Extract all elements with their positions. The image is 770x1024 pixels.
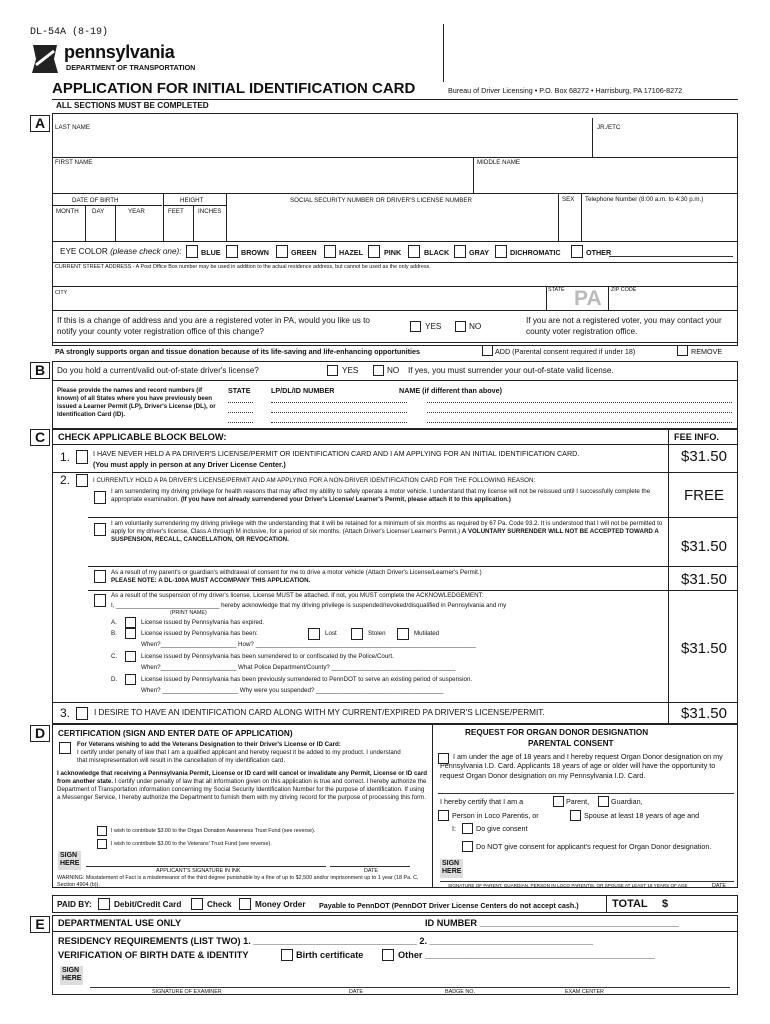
loco-parentis-checkbox[interactable] bbox=[438, 810, 449, 821]
option-2-checkbox[interactable] bbox=[76, 474, 88, 487]
option-2c-text: As a result of my parent's or guardian's withdrawal of consent for me to drive a motor vehicle (Attach Driver's License/Learner's Permit.) PLEASE NOTE: A DL-100A MUST ACCOMPANY THIS APPLICATION. bbox=[111, 569, 482, 585]
first-name-field[interactable] bbox=[55, 168, 470, 190]
parental-consent-text: I am under the age of 18 years and I hereby request Organ Donor designation on my Pennsylvania I.D. Card. Applicants 18 years of age or older will have the opportunity to request Organ Donor designation on my Pennsylvania I.D. Card. bbox=[440, 752, 723, 780]
zip-field[interactable] bbox=[611, 294, 733, 308]
eye-black-checkbox[interactable] bbox=[408, 245, 420, 258]
birth-certificate-checkbox[interactable] bbox=[281, 949, 293, 961]
sub-a-checkbox[interactable] bbox=[125, 617, 136, 628]
exam-center-caption: EXAM CENTER bbox=[565, 989, 604, 995]
eye-blue-label: BLUE bbox=[201, 248, 221, 257]
eye-dichromatic-label: DICHROMATIC bbox=[510, 248, 561, 257]
last-name-label: LAST NAME bbox=[55, 124, 90, 131]
out-of-state-yes-checkbox[interactable] bbox=[327, 365, 338, 376]
form-id: DL-54A (8-19) bbox=[30, 27, 109, 38]
option-1-checkbox[interactable] bbox=[76, 450, 88, 464]
examiner-date-caption: DATE bbox=[349, 989, 363, 995]
total-label: TOTAL bbox=[612, 898, 648, 910]
eye-hazel-checkbox[interactable] bbox=[324, 245, 336, 258]
eye-other-checkbox[interactable] bbox=[571, 245, 583, 258]
telephone-field[interactable] bbox=[584, 208, 734, 238]
middle-name-label: MIDDLE NAME bbox=[477, 159, 520, 166]
voter-no-label: NO bbox=[469, 322, 482, 331]
zip-label: ZIP CODE bbox=[611, 287, 637, 293]
payable-note: Payable to PennDOT (PennDOT Driver License Centers do not accept cash.) bbox=[319, 901, 579, 910]
examiner-signature-caption: SIGNATURE OF EXAMINER bbox=[152, 989, 222, 995]
option-2a-checkbox[interactable] bbox=[94, 491, 106, 504]
examiner-sign-here-tag: SIGN HERE bbox=[60, 966, 83, 985]
applicant-signature-caption: APPLICANT'S SIGNATURE IN INK bbox=[156, 868, 241, 874]
sex-label: SEX bbox=[562, 196, 575, 203]
birth-certificate-label: Birth certificate bbox=[296, 950, 364, 960]
acknowledgement-text: I acknowledge that receiving a Pennsylvania Permit, License or ID card will cancel or invalidate any Permit, License or ID card from another state. I certify under penalty of law that all information given on this application is true and correct. I hereby authorize the Department of Transportation information concerning my Social Security Identification Number for the purpose of identification. If using a Messenger Service, I hereby authorize the Department to furnish them with my driving record for the purpose of processing this form. bbox=[57, 770, 428, 802]
when-how-line[interactable]: When?______________________ How? ________________________________________________________________ bbox=[141, 641, 476, 648]
option-1-note: (You must apply in person at any Driver License Center.) bbox=[93, 460, 286, 469]
lost-label: Lost bbox=[325, 630, 337, 637]
option-3-number: 3. bbox=[60, 706, 71, 720]
examiner-signature-field[interactable] bbox=[90, 972, 730, 986]
eye-brown-checkbox[interactable] bbox=[226, 245, 238, 258]
eye-other-label: OTHER bbox=[586, 248, 612, 257]
applicant-sign-here-tag: SIGN HERE bbox=[58, 851, 81, 870]
certification-heading: CERTIFICATION (SIGN AND ENTER DATE OF APPLICATION) bbox=[58, 729, 293, 738]
penndot-keystone-logo bbox=[30, 43, 60, 75]
check-checkbox[interactable] bbox=[191, 898, 203, 910]
eye-blue-checkbox[interactable] bbox=[186, 245, 198, 258]
mutilated-checkbox[interactable] bbox=[397, 628, 409, 640]
height-inches-label: INCHES bbox=[198, 208, 222, 215]
form-title: APPLICATION FOR INITIAL IDENTIFICATION CARD bbox=[52, 80, 416, 97]
option-2b-fee: $31.50 bbox=[681, 538, 727, 555]
paid-by-label: PAID BY: bbox=[57, 900, 92, 909]
check-block-heading: CHECK APPLICABLE BLOCK BELOW: bbox=[58, 432, 227, 442]
option-2-text: I CURRENTLY HOLD A PA DRIVER'S LICENSE/PERMIT AND AM APPLYING FOR A NON-DRIVER IDENTIFICATION CARD FOR THE FOLLOWING REASON: bbox=[93, 477, 536, 484]
stolen-label: Stolen bbox=[368, 630, 386, 637]
when-police-line[interactable]: When?______________________ What Police Department/County? ____________________________________ bbox=[141, 664, 456, 671]
option-2-number: 2. bbox=[60, 473, 71, 487]
fee-info-heading: FEE INFO. bbox=[674, 432, 719, 442]
parent-sign-here-tag: SIGN HERE bbox=[440, 859, 463, 878]
total-amount-field[interactable] bbox=[672, 897, 734, 911]
not-give-consent-label: Do NOT give consent for applicant's request for Organ Donor designation. bbox=[476, 842, 712, 851]
lost-checkbox[interactable] bbox=[308, 628, 320, 640]
eye-gray-label: GRAY bbox=[469, 248, 490, 257]
option-3-fee: $31.50 bbox=[681, 705, 727, 722]
section-d-letter: D bbox=[30, 725, 50, 742]
eye-pink-label: PINK bbox=[384, 248, 402, 257]
eye-gray-checkbox[interactable] bbox=[454, 245, 466, 258]
col-state-label: STATE bbox=[228, 386, 251, 395]
option-1-fee: $31.50 bbox=[681, 448, 727, 465]
eye-hazel-label: HAZEL bbox=[339, 248, 363, 257]
sub-a-text: License issued by Pennsylvania has expired. bbox=[141, 619, 265, 626]
all-sections-notice: ALL SECTIONS MUST BE COMPLETED bbox=[56, 101, 209, 110]
option-2b-checkbox[interactable] bbox=[94, 523, 106, 536]
dob-label: DATE OF BIRTH bbox=[72, 197, 119, 204]
height-label: HEIGHT bbox=[180, 197, 204, 204]
other-line[interactable]: Other _____________________________________________ bbox=[398, 950, 655, 960]
voter-question: If this is a change of address and you are a registered voter in PA, would you like us to notify your county voter registration office of this change? bbox=[57, 316, 370, 336]
department-name: DEPARTMENT OF TRANSPORTATION bbox=[66, 63, 196, 72]
section-b-letter: B bbox=[30, 362, 50, 379]
organ-add-label: ADD (Parental consent required if under 18) bbox=[495, 347, 636, 356]
id-number-line[interactable]: ID NUMBER _______________________________________ bbox=[425, 918, 679, 928]
parent-signature-caption: SIGNATURE OF PARENT, GUARDIAN, PERSON IN LOCO PARENTIS, OR SPOUSE AT LEAST 18 YEARS OF AGE bbox=[448, 883, 688, 888]
option-1-text: I HAVE NEVER HELD A PA DRIVER'S LICENSE/PERMIT OR IDENTIFICATION CARD AND I AM APPLYING FOR AN INITIAL IDENTIFICATION CARD. bbox=[93, 449, 580, 458]
sub-c-text: License issued by Pennsylvania has been surrendered to or confiscated by the Police/Court. bbox=[141, 653, 394, 660]
telephone-label: Telephone Number (8:00 a.m. to 4:30 p.m.) bbox=[585, 196, 704, 203]
residency-requirements-line[interactable]: RESIDENCY REQUIREMENTS (LIST TWO) 1. ________________________________ 2. ________________________________ bbox=[58, 936, 594, 946]
sub-b-text: License issued by Pennsylvania has been: bbox=[141, 630, 258, 637]
out-of-state-question: Do you hold a current/valid out-of-state driver's license? bbox=[57, 366, 259, 375]
state-label: STATE bbox=[548, 287, 565, 293]
height-feet-label: FEET bbox=[168, 208, 184, 215]
total-dollar: $ bbox=[662, 898, 669, 910]
departmental-use-label: DEPARTMENTAL USE ONLY bbox=[58, 918, 182, 928]
applicant-date-caption: DATE bbox=[364, 868, 378, 874]
option-1-number: 1. bbox=[60, 450, 71, 464]
middle-name-field[interactable] bbox=[477, 168, 734, 190]
not-give-consent-checkbox[interactable] bbox=[462, 841, 473, 852]
eye-black-label: BLACK bbox=[424, 248, 450, 257]
sub-c-checkbox[interactable] bbox=[125, 651, 136, 662]
out-of-state-yes-label: YES bbox=[342, 366, 359, 375]
jr-etc-label: JR./ETC bbox=[597, 124, 621, 131]
dob-year-label: YEAR bbox=[128, 208, 145, 215]
sub-d-letter: D. bbox=[111, 676, 118, 683]
parent-checkbox[interactable] bbox=[553, 796, 564, 807]
voter-yes-checkbox[interactable] bbox=[410, 321, 421, 332]
mutilated-label: Mutilated bbox=[414, 630, 440, 637]
organ-remove-label: REMOVE bbox=[691, 347, 723, 356]
sub-c-letter: C. bbox=[111, 653, 118, 660]
spouse-checkbox[interactable] bbox=[570, 810, 581, 821]
badge-caption: BADGE NO. bbox=[445, 989, 475, 995]
bureau-address: Bureau of Driver Licensing • P.O. Box 68272 • Harrisburg, PA 17106-8272 bbox=[448, 86, 683, 95]
voter-no-checkbox[interactable] bbox=[455, 321, 466, 332]
spouse-label: Spouse at least 18 years of age and bbox=[584, 811, 700, 820]
option-2a-fee: FREE bbox=[683, 487, 724, 504]
section-e-letter: E bbox=[30, 916, 50, 933]
parent-date-caption: DATE bbox=[712, 883, 726, 889]
organ-donation-statement: PA strongly supports organ and tissue donation because of its life-saving and life-enhancing opportunities bbox=[55, 347, 420, 356]
option-3-checkbox[interactable] bbox=[76, 707, 88, 720]
city-field[interactable] bbox=[55, 296, 543, 310]
give-consent-checkbox[interactable] bbox=[462, 823, 473, 834]
eye-green-label: GREEN bbox=[291, 248, 317, 257]
sub-b-letter: B. bbox=[111, 630, 117, 637]
section-c-letter: C bbox=[30, 429, 50, 446]
sub-d-checkbox[interactable] bbox=[125, 674, 136, 685]
print-name-caption: (PRINT NAME) bbox=[170, 610, 207, 616]
acknowledgement-line[interactable]: I, ______________________________ hereby acknowledge that my driving privilege is suspended/revoked/disqualified in Pennsylvania and my bbox=[111, 602, 507, 609]
check-label: Check bbox=[207, 900, 232, 909]
applicant-signature-field[interactable] bbox=[86, 851, 326, 865]
applicant-date-field[interactable] bbox=[330, 851, 410, 865]
col-number-label: LP/DL/ID NUMBER bbox=[271, 386, 335, 395]
dob-day-label: DAY bbox=[92, 208, 105, 215]
eye-color-label: EYE COLOR (please check one): bbox=[60, 247, 182, 256]
certify-label: I hereby certify that I am a bbox=[440, 797, 524, 806]
section-a-letter: A bbox=[30, 115, 50, 132]
option-2c-checkbox[interactable] bbox=[94, 570, 106, 583]
out-of-state-no-label: NO bbox=[387, 366, 400, 375]
ssn-field[interactable] bbox=[229, 208, 555, 238]
eye-dichromatic-checkbox[interactable] bbox=[495, 245, 507, 258]
organ-donor-heading: REQUEST FOR ORGAN DONOR DESIGNATION bbox=[465, 728, 649, 737]
i-label: I: bbox=[452, 824, 456, 833]
previous-states-instructions: Please provide the names and record numbers (if known) of all States where you have previously been issued a Learner Permit (LP), Driver's License (DL), or Identification Card (ID). bbox=[57, 387, 216, 419]
out-of-state-no-checkbox[interactable] bbox=[373, 365, 384, 376]
debit-credit-label: Debit/Credit Card bbox=[114, 900, 182, 909]
loco-parentis-label: Person in Loco Parentis, or bbox=[452, 811, 539, 820]
option-2c-fee: $31.50 bbox=[681, 571, 727, 588]
col-name-label: NAME (if different than above) bbox=[399, 386, 503, 395]
option-2d-fee: $31.50 bbox=[681, 640, 727, 657]
parent-label: Parent, bbox=[566, 797, 590, 806]
give-consent-label: Do give consent bbox=[476, 824, 528, 833]
debit-credit-checkbox[interactable] bbox=[98, 898, 110, 910]
guardian-checkbox[interactable] bbox=[598, 796, 609, 807]
surrender-note: If yes, you must surrender your out-of-state valid license. bbox=[408, 366, 614, 375]
money-order-checkbox[interactable] bbox=[239, 898, 251, 910]
ssn-label: SOCIAL SECURITY NUMBER OR DRIVER'S LICENSE NUMBER bbox=[290, 197, 473, 204]
organ-remove-checkbox[interactable] bbox=[677, 345, 688, 356]
option-2a-text: I am surrendering my driving privilege for health reasons that may affect my ability to safely operate a motor vehicle. I understand that my license will not be reissued until I successfully complete the appropriate examination. (If you have not already surrendered your Driver's License/ Learner's Permit, please attach it to this application.) bbox=[111, 488, 651, 504]
first-name-label: FIRST NAME bbox=[55, 159, 93, 166]
dob-month-label: MONTH bbox=[56, 208, 79, 215]
state-value: PA bbox=[574, 287, 602, 310]
guardian-label: Guardian, bbox=[611, 797, 643, 806]
jr-etc-field[interactable] bbox=[596, 133, 734, 155]
verification-label: VERIFICATION OF BIRTH DATE & IDENTITY bbox=[58, 950, 249, 960]
eye-green-checkbox[interactable] bbox=[276, 245, 288, 258]
other-checkbox[interactable] bbox=[382, 949, 394, 961]
sub-b-checkbox[interactable] bbox=[125, 628, 136, 639]
organ-fund-text: I wish to contribute $3.00 to the Organ Donation Awareness Trust Fund (see reverse). bbox=[111, 828, 316, 834]
misstatement-warning: WARNING: Misstatement of Fact is a misdemeanor of the third degree punishable by a fine of up to $2,500 and/or imprisonment up to 1 year (18 Pa. C, Section 4904 (b)). bbox=[57, 875, 419, 888]
veterans-checkbox[interactable] bbox=[59, 742, 71, 754]
sub-a-letter: A. bbox=[111, 619, 117, 626]
street-address-field[interactable] bbox=[55, 272, 733, 286]
organ-add-checkbox[interactable] bbox=[482, 345, 493, 356]
option-2b-text: I am voluntarily surrendering my driving privilege with the understanding that it will be retained for a minimum of six months as required by 67 Pa. Code 93.2. It is understood that I will not be permitted to apply for my driver's license, Class A through M inclusive, for a period of six months. (Attach Driver's License/ Learner's Permit.) A VOLUNTARY SURRENDER WILL NOT BE ACCEPTED TOWARD A SUSPENSION, RECALL, CANCELLATION, OR REVOCATION. bbox=[111, 520, 663, 544]
organ-fund-checkbox[interactable] bbox=[97, 826, 107, 836]
option-2d-text: As a result of the suspension of my driver's license. License MUST be attached. If not, you MUST complete the ACKNOWLEDGEMENT: bbox=[111, 592, 484, 599]
veterans-fund-checkbox[interactable] bbox=[97, 839, 107, 849]
brand-name: pennsylvania bbox=[64, 42, 175, 62]
when-why-line[interactable]: When? ______________________ Why were you suspended? _____________________________________ bbox=[141, 687, 444, 694]
voter-yes-label: YES bbox=[425, 322, 442, 331]
eye-pink-checkbox[interactable] bbox=[368, 245, 380, 258]
street-address-label: CURRENT STREET ADDRESS - A Post Office Box number may be used in addition to the actual residence address, but cannot be used as the only address. bbox=[55, 264, 431, 270]
sub-d-text: License issued by Pennsylvania has been previously surrendered to PennDOT to serve an existing period of suspension. bbox=[141, 676, 473, 683]
option-2d-checkbox[interactable] bbox=[94, 594, 106, 607]
option-3-text: I DESIRE TO HAVE AN IDENTIFICATION CARD ALONG WITH MY CURRENT/EXPIRED PA DRIVER'S LICENSE/PERMIT. bbox=[94, 708, 545, 717]
city-label: CITY bbox=[55, 290, 68, 296]
veterans-text: For Veterans wishing to add the Veterans Designation to their Driver's License or ID Card: I certify under penalty of law that I am a qualified applicant and hereby request it be added to my product. I understand that misrepresentation will result in the cancellation of my identification card. bbox=[77, 741, 401, 765]
parent-signature-field[interactable] bbox=[468, 866, 688, 880]
voter-note: If you are not a registered voter, you may contact your county voter registration office. bbox=[526, 316, 722, 336]
parental-consent-heading: PARENTAL CONSENT bbox=[528, 739, 614, 748]
money-order-label: Money Order bbox=[255, 900, 306, 909]
stolen-checkbox[interactable] bbox=[351, 628, 363, 640]
last-name-field[interactable] bbox=[55, 133, 589, 155]
veterans-fund-text: I wish to contribute $3.00 to the Veterans' Trust Fund (see reverse). bbox=[111, 841, 272, 847]
eye-brown-label: BROWN bbox=[241, 248, 269, 257]
